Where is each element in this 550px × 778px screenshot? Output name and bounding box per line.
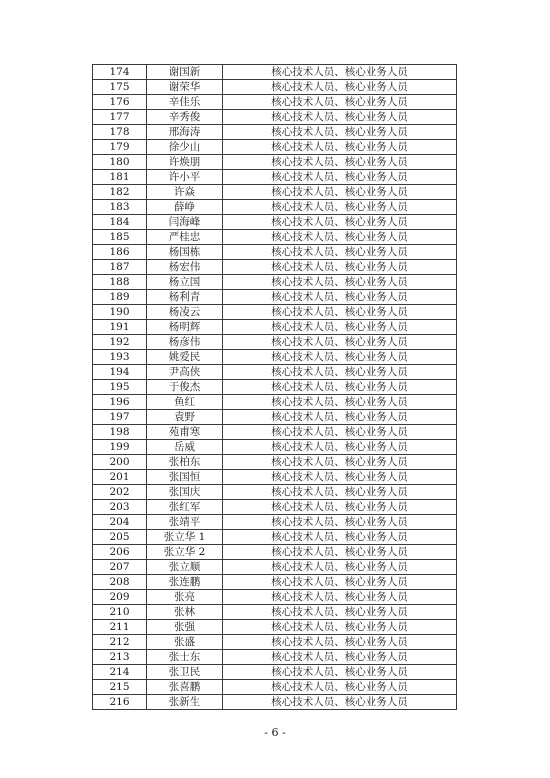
table-row [93, 635, 457, 650]
name-cell: 张靖平 [147, 515, 223, 530]
table-row [93, 80, 457, 95]
row-number-cell: 199 [93, 440, 147, 455]
name-cell: 杨立国 [147, 275, 223, 290]
row-number-cell: 175 [93, 80, 147, 95]
row-number-cell: 189 [93, 290, 147, 305]
table-row [93, 155, 457, 170]
row-number-cell: 203 [93, 500, 147, 515]
name-cell: 谢国新 [147, 65, 223, 80]
row-number-cell: 200 [93, 455, 147, 470]
personnel-table-body [93, 65, 457, 710]
role-cell: 核心技术人员、核心业务人员 [223, 80, 457, 95]
name-cell: 辛佳乐 [147, 95, 223, 110]
role-cell: 核心技术人员、核心业务人员 [223, 290, 457, 305]
role-cell: 核心技术人员、核心业务人员 [223, 365, 457, 380]
table-row [93, 515, 457, 530]
role-cell: 核心技术人员、核心业务人员 [223, 410, 457, 425]
row-number-cell: 185 [93, 230, 147, 245]
name-cell: 鱼红 [147, 395, 223, 410]
role-cell: 核心技术人员、核心业务人员 [223, 470, 457, 485]
table-row [93, 230, 457, 245]
name-cell: 张卫民 [147, 665, 223, 680]
row-number-cell: 205 [93, 530, 147, 545]
role-cell: 核心技术人员、核心业务人员 [223, 260, 457, 275]
table-row [93, 650, 457, 665]
name-cell: 张连鹏 [147, 575, 223, 590]
table-row [93, 200, 457, 215]
name-cell: 张国恒 [147, 470, 223, 485]
name-cell: 杨彦伟 [147, 335, 223, 350]
name-cell: 谢荣华 [147, 80, 223, 95]
role-cell: 核心技术人员、核心业务人员 [223, 125, 457, 140]
row-number-cell: 177 [93, 110, 147, 125]
name-cell: 邢海涛 [147, 125, 223, 140]
table-row [93, 455, 457, 470]
table-row [93, 260, 457, 275]
name-cell: 许焱 [147, 185, 223, 200]
name-cell: 张亮 [147, 590, 223, 605]
name-cell: 姚爱民 [147, 350, 223, 365]
table-row [93, 275, 457, 290]
name-cell: 张士东 [147, 650, 223, 665]
name-cell: 张喜鹏 [147, 680, 223, 695]
row-number-cell: 186 [93, 245, 147, 260]
role-cell: 核心技术人员、核心业务人员 [223, 245, 457, 260]
role-cell: 核心技术人员、核心业务人员 [223, 650, 457, 665]
table-row [93, 410, 457, 425]
role-cell: 核心技术人员、核心业务人员 [223, 275, 457, 290]
table-row [93, 395, 457, 410]
table-row [93, 620, 457, 635]
row-number-cell: 178 [93, 125, 147, 140]
role-cell: 核心技术人员、核心业务人员 [223, 485, 457, 500]
row-number-cell: 209 [93, 590, 147, 605]
row-number-cell: 187 [93, 260, 147, 275]
role-cell: 核心技术人员、核心业务人员 [223, 320, 457, 335]
role-cell: 核心技术人员、核心业务人员 [223, 425, 457, 440]
table-row [93, 425, 457, 440]
table-row [93, 320, 457, 335]
name-cell: 尹高侠 [147, 365, 223, 380]
row-number-cell: 193 [93, 350, 147, 365]
table-row [93, 290, 457, 305]
name-cell: 张立华 1 [147, 530, 223, 545]
row-number-cell: 212 [93, 635, 147, 650]
table-row [93, 125, 457, 140]
role-cell: 核心技术人员、核心业务人员 [223, 440, 457, 455]
row-number-cell: 183 [93, 200, 147, 215]
role-cell: 核心技术人员、核心业务人员 [223, 635, 457, 650]
role-cell: 核心技术人员、核心业务人员 [223, 65, 457, 80]
name-cell: 杨明辉 [147, 320, 223, 335]
name-cell: 闫海峰 [147, 215, 223, 230]
row-number-cell: 188 [93, 275, 147, 290]
name-cell: 苑甫寒 [147, 425, 223, 440]
role-cell: 核心技术人员、核心业务人员 [223, 395, 457, 410]
row-number-cell: 179 [93, 140, 147, 155]
row-number-cell: 196 [93, 395, 147, 410]
table-row [93, 335, 457, 350]
row-number-cell: 214 [93, 665, 147, 680]
table-row [93, 560, 457, 575]
role-cell: 核心技术人员、核心业务人员 [223, 455, 457, 470]
row-number-cell: 216 [93, 695, 147, 710]
table-row [93, 605, 457, 620]
row-number-cell: 202 [93, 485, 147, 500]
role-cell: 核心技术人员、核心业务人员 [223, 110, 457, 125]
table-row [93, 485, 457, 500]
table-row [93, 500, 457, 515]
table-row [93, 695, 457, 710]
name-cell: 许小平 [147, 170, 223, 185]
role-cell: 核心技术人员、核心业务人员 [223, 215, 457, 230]
name-cell: 张立华 2 [147, 545, 223, 560]
name-cell: 袁野 [147, 410, 223, 425]
row-number-cell: 213 [93, 650, 147, 665]
role-cell: 核心技术人员、核心业务人员 [223, 530, 457, 545]
table-row [93, 350, 457, 365]
table-row [93, 95, 457, 110]
row-number-cell: 182 [93, 185, 147, 200]
role-cell: 核心技术人员、核心业务人员 [223, 230, 457, 245]
row-number-cell: 197 [93, 410, 147, 425]
table-row [93, 305, 457, 320]
name-cell: 岳威 [147, 440, 223, 455]
table-row [93, 440, 457, 455]
role-cell: 核心技术人员、核心业务人员 [223, 590, 457, 605]
table-row [93, 65, 457, 80]
name-cell: 张林 [147, 605, 223, 620]
row-number-cell: 201 [93, 470, 147, 485]
row-number-cell: 192 [93, 335, 147, 350]
row-number-cell: 198 [93, 425, 147, 440]
row-number-cell: 210 [93, 605, 147, 620]
name-cell: 张国庆 [147, 485, 223, 500]
name-cell: 杨宏伟 [147, 260, 223, 275]
table-row [93, 665, 457, 680]
table-row [93, 575, 457, 590]
role-cell: 核心技术人员、核心业务人员 [223, 695, 457, 710]
page-number: - 6 - [264, 726, 286, 739]
role-cell: 核心技术人员、核心业务人员 [223, 140, 457, 155]
role-cell: 核心技术人员、核心业务人员 [223, 155, 457, 170]
table-row [93, 185, 457, 200]
name-cell: 张柏东 [147, 455, 223, 470]
role-cell: 核心技术人员、核心业务人员 [223, 620, 457, 635]
name-cell: 杨利青 [147, 290, 223, 305]
table-row [93, 365, 457, 380]
role-cell: 核心技术人员、核心业务人员 [223, 350, 457, 365]
role-cell: 核心技术人员、核心业务人员 [223, 665, 457, 680]
table-row [93, 170, 457, 185]
table-row [93, 590, 457, 605]
name-cell: 杨国栋 [147, 245, 223, 260]
role-cell: 核心技术人员、核心业务人员 [223, 515, 457, 530]
name-cell: 张盛 [147, 635, 223, 650]
row-number-cell: 190 [93, 305, 147, 320]
role-cell: 核心技术人员、核心业务人员 [223, 170, 457, 185]
name-cell: 张立顺 [147, 560, 223, 575]
row-number-cell: 206 [93, 545, 147, 560]
role-cell: 核心技术人员、核心业务人员 [223, 545, 457, 560]
role-cell: 核心技术人员、核心业务人员 [223, 305, 457, 320]
role-cell: 核心技术人员、核心业务人员 [223, 335, 457, 350]
role-cell: 核心技术人员、核心业务人员 [223, 575, 457, 590]
row-number-cell: 180 [93, 155, 147, 170]
row-number-cell: 191 [93, 320, 147, 335]
row-number-cell: 195 [93, 380, 147, 395]
role-cell: 核心技术人员、核心业务人员 [223, 380, 457, 395]
personnel-table [92, 64, 457, 710]
row-number-cell: 184 [93, 215, 147, 230]
table-row [93, 215, 457, 230]
table-row [93, 380, 457, 395]
table-row [93, 245, 457, 260]
row-number-cell: 215 [93, 680, 147, 695]
name-cell: 张红军 [147, 500, 223, 515]
name-cell: 徐少山 [147, 140, 223, 155]
table-row [93, 470, 457, 485]
row-number-cell: 207 [93, 560, 147, 575]
name-cell: 于俊杰 [147, 380, 223, 395]
table-row [93, 140, 457, 155]
role-cell: 核心技术人员、核心业务人员 [223, 560, 457, 575]
name-cell: 许焕朋 [147, 155, 223, 170]
row-number-cell: 181 [93, 170, 147, 185]
row-number-cell: 208 [93, 575, 147, 590]
name-cell: 辛秀俊 [147, 110, 223, 125]
row-number-cell: 174 [93, 65, 147, 80]
table-row [93, 530, 457, 545]
role-cell: 核心技术人员、核心业务人员 [223, 95, 457, 110]
role-cell: 核心技术人员、核心业务人员 [223, 200, 457, 215]
role-cell: 核心技术人员、核心业务人员 [223, 185, 457, 200]
table-row [93, 110, 457, 125]
role-cell: 核心技术人员、核心业务人员 [223, 605, 457, 620]
table-row [93, 545, 457, 560]
table-row [93, 680, 457, 695]
name-cell: 严桂忠 [147, 230, 223, 245]
name-cell: 张强 [147, 620, 223, 635]
name-cell: 杨凌云 [147, 305, 223, 320]
name-cell: 薛峥 [147, 200, 223, 215]
role-cell: 核心技术人员、核心业务人员 [223, 500, 457, 515]
row-number-cell: 194 [93, 365, 147, 380]
name-cell: 张新生 [147, 695, 223, 710]
row-number-cell: 204 [93, 515, 147, 530]
row-number-cell: 176 [93, 95, 147, 110]
role-cell: 核心技术人员、核心业务人员 [223, 680, 457, 695]
row-number-cell: 211 [93, 620, 147, 635]
